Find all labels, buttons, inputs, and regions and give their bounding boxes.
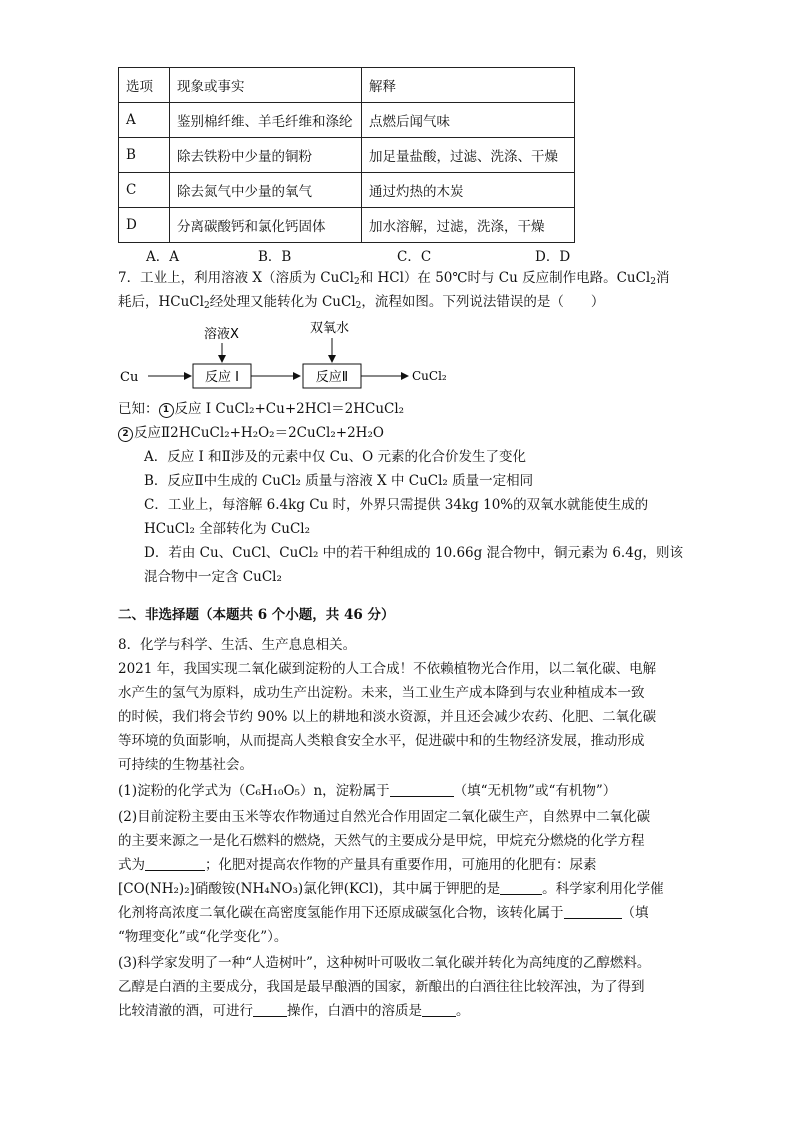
table-header-row — [119, 68, 575, 103]
table-cell: B — [119, 138, 170, 173]
answer-blank[interactable] — [253, 1002, 287, 1017]
q8-sub2-line6: “物理变化”或“化学变化”）。 — [118, 929, 288, 945]
table-header-cell: 选项 — [119, 68, 170, 103]
diagram-input-cu: Cu — [120, 370, 139, 385]
q7-option-a: A．反应 I 和Ⅱ涉及的元素中仅 Cu、O 元素的化合价发生了变化 — [144, 449, 527, 465]
answer-blank[interactable] — [422, 1002, 456, 1017]
reaction-2-label: 反应Ⅱ — [315, 370, 349, 385]
table-cell: D — [119, 208, 170, 243]
answer-blank[interactable] — [390, 782, 454, 797]
hydrogen-peroxide-label: 双氧水 — [310, 321, 350, 336]
choice-d: D．D — [535, 249, 571, 265]
table-header-cell: 解释 — [362, 68, 575, 103]
table-cell: C — [119, 173, 170, 208]
q8-sub2-line5: 化剂将高浓度二氧化碳在高密度氢能作用下还原成碳氢化合物，该转化属于 （填 — [118, 905, 649, 921]
q7-option-d2: 混合物中一定含 CuCl₂ — [144, 569, 282, 585]
q8-sub3-line1: (3)科学家发明了一种“人造树叶”，这种树叶可吸收二氧化碳并转化为高纯度的乙醇燃料。 — [118, 955, 651, 971]
q7-intro-line1: 7．工业上，利用溶液 X（溶质为 CuCl$_2$和 HCl）在 50℃时与 Cu 反应制作电路。CuCl$_2$消 — [118, 270, 670, 287]
solution-x-label: 溶液X — [204, 327, 239, 342]
q8-sub3-line2: 乙醇是白酒的主要成分，我国是最早酿酒的国家，新酿出的白酒往往比较浑浊，为了得到 — [118, 979, 645, 995]
q8-sub1: (1)淀粉的化学式为（C₆H₁₀O₅）n，淀粉属于 （填“无机物”或“有机物”） — [118, 783, 617, 799]
circled-number-icon: 2 — [118, 427, 133, 442]
choice-b: B．B — [258, 249, 292, 265]
q8-paragraph-line: 水产生的氢气为原料，成功生产出淀粉。未来，当工业生产成本降到与农业种植成本一致 — [118, 685, 645, 701]
table-row — [119, 208, 575, 243]
q8-sub2-line4: [CO(NH₂)₂]硝酸铵(NH₄NO₃)氯化钾(KCl)，其中属于钾肥的是 。科学家利用化学催 — [118, 881, 664, 897]
answer-blank[interactable] — [564, 904, 622, 919]
choice-c: C．C — [397, 249, 432, 265]
table-cell: 通过灼热的木炭 — [362, 173, 575, 208]
reaction-1-label: 反应 I — [205, 370, 239, 385]
table-cell: 鉴别棉纤维、羊毛纤维和涤纶 — [170, 103, 362, 138]
q8-paragraph-line: 的时候，我们将会节约 90% 以上的耕地和淡水资源，并且还会减少农药、化肥、二氧化碳 — [118, 709, 657, 725]
q7-option-d1: D．若由 Cu、CuCl、CuCl₂ 中的若干种组成的 10.66g 混合物中，铜元素为 6.4g，则该 — [144, 545, 683, 561]
q8-paragraph-line: 2021 年，我国实现二氧化碳到淀粉的人工合成！不依赖植物光合作用，以二氧化碳、电解 — [118, 661, 657, 677]
q7-option-c2: HCuCl₂ 全部转化为 CuCl₂ — [144, 521, 311, 537]
q8-sub2-line1: (2)目前淀粉主要由玉米等农作物通过自然光合作用固定二氧化碳生产，自然界中二氧化碳 — [118, 809, 651, 825]
known-eq1: 已知： 1 反应 I CuCl₂+Cu+2HCl＝2HCuCl₂ — [118, 401, 405, 417]
table-cell: 除去氮气中少量的氧气 — [170, 173, 362, 208]
q8-paragraph-line: 等环境的负面影响，从而提高人类粮食安全水平，促进碳中和的生物经济发展，推动形成 — [118, 733, 645, 749]
table-cell: A — [119, 103, 170, 138]
q7-option-b: B．反应Ⅱ中生成的 CuCl₂ 质量与溶液 X 中 CuCl₂ 质量一定相同 — [144, 473, 534, 489]
table-cell: 加水溶解，过滤，洗涤，干燥 — [362, 208, 575, 243]
answer-blank[interactable] — [145, 856, 205, 871]
known-eq2: 2 反应Ⅱ2HCuCl₂+H₂O₂＝2CuCl₂+2H₂O — [118, 422, 384, 444]
table-row — [119, 173, 575, 208]
choice-a: A．A — [146, 249, 179, 265]
answer-blank[interactable] — [500, 880, 542, 895]
table-cell: 加足量盐酸，过滤、洗涤、干燥 — [362, 138, 575, 173]
q8-title: 8．化学与科学、生活、生产息息相关。 — [118, 637, 357, 653]
table-cell: 点燃后闻气味 — [362, 103, 575, 138]
circled-number-icon: 1 — [159, 403, 174, 418]
q8-sub2-line2: 的主要来源之一是化石燃料的燃烧，天然气的主要成分是甲烷，甲烷充分燃烧的化学方程 — [118, 833, 645, 849]
table-cell: 分离碳酸钙和氯化钙固体 — [170, 208, 362, 243]
section-title: 二、非选择题（本题共 6 个小题，共 46 分） — [118, 607, 395, 623]
q8-paragraph-line: 可持续的生物基社会。 — [118, 757, 253, 773]
reaction-flow-diagram — [118, 318, 478, 398]
table-header-cell: 现象或事实 — [170, 68, 362, 103]
q7-intro-line2: 耗后，HCuCl$_2$经处理又能转化为 CuCl$_2$，流程如图。下列说法错误的是（ ） — [118, 294, 605, 311]
table-row — [119, 103, 575, 138]
options-table — [118, 67, 575, 243]
q6-choices — [0, 245, 793, 263]
q8-sub3-line3: 比较清澈的酒，可进行 操作，白酒中的溶质是 。 — [118, 1003, 470, 1019]
q7-option-c1: C．工业上，每溶解 6.4kg Cu 时，外界只需提供 34kg 10%的双氧水就能使生成的 — [144, 497, 649, 513]
table-row — [119, 138, 575, 173]
q8-sub2-line3: 式为 ；化肥对提高农作物的产量具有重要作用，可施用的化肥有：尿素 — [118, 857, 597, 873]
table-cell: 除去铁粉中少量的铜粉 — [170, 138, 362, 173]
diagram-output-cucl2: CuCl₂ — [412, 369, 447, 383]
